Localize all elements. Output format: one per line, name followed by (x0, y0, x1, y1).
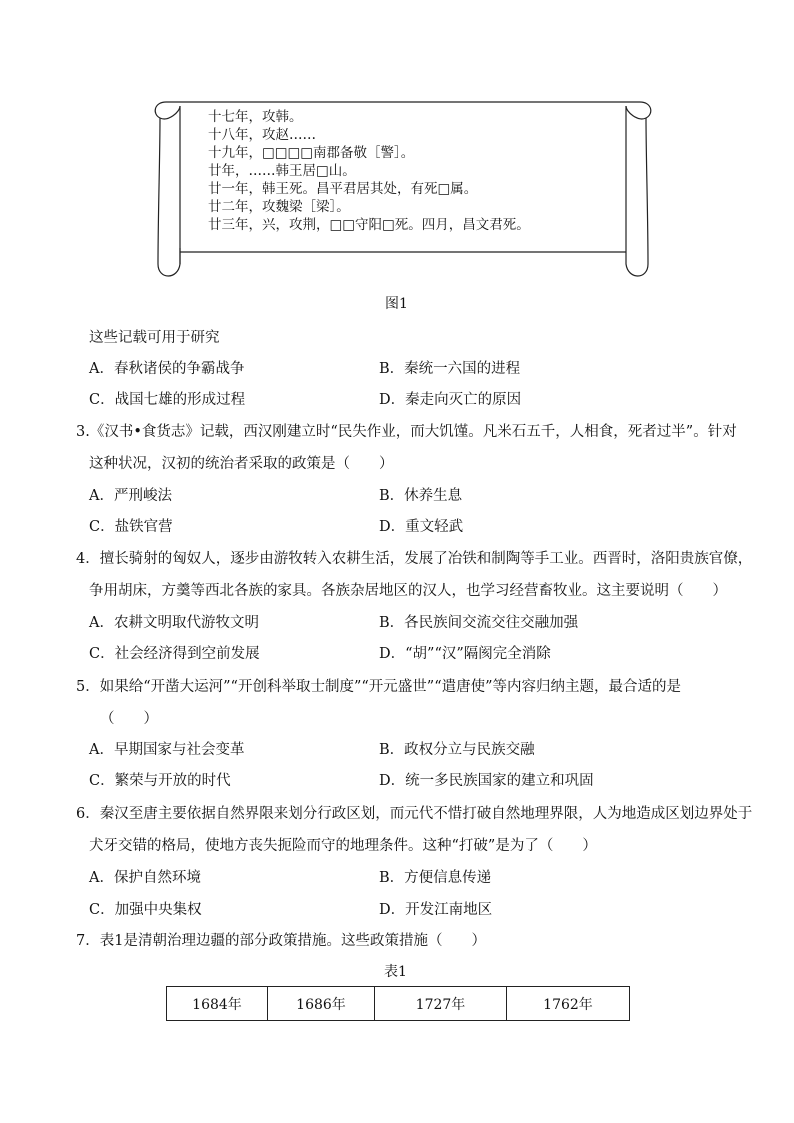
question-stem: 7．表1是清朝治理边疆的部分政策措施。这些政策措施（ ） (76, 933, 486, 949)
table-header-cell: 1762年 (507, 987, 630, 1021)
option-a[interactable]: A．早期国家与社会变革 (89, 742, 245, 758)
scroll-line: 廿三年，兴，攻荆，□□守阳□死。四月，昌文君死。 (208, 217, 530, 233)
option-a[interactable]: A．严刑峻法 (89, 488, 172, 504)
scroll-line: 廿一年，韩王死。昌平君居其处，有死□属。 (208, 181, 478, 197)
option-c[interactable]: C．盐铁官营 (89, 519, 173, 535)
table-header-cell: 1684年 (167, 987, 268, 1021)
option-b[interactable]: B．休养生息 (379, 488, 463, 504)
option-d[interactable]: D．秦走向灭亡的原因 (379, 392, 522, 408)
option-a[interactable]: A．春秋诸侯的争霸战争 (89, 361, 245, 377)
scroll-line: 廿年，……韩王居□山。 (208, 163, 356, 179)
option-c[interactable]: C．战国七雄的形成过程 (89, 392, 246, 408)
option-d[interactable]: D．统一多民族国家的建立和巩固 (379, 773, 594, 789)
question-stem-cont: 这种状况，汉初的统治者采取的政策是（ ） (89, 456, 394, 472)
policy-table (166, 986, 630, 1021)
table-caption: 表1 (384, 964, 407, 980)
question-stem-cont: （ ） (100, 711, 158, 727)
option-a[interactable]: A．农耕文明取代游牧文明 (89, 615, 259, 631)
option-d[interactable]: D．“胡”“汉”隔阂完全消除 (379, 646, 551, 662)
scroll-line: 十七年，攻韩。 (208, 109, 303, 125)
option-d[interactable]: D．重文轻武 (379, 519, 464, 535)
question-stem: 4．擅长骑射的匈奴人，逐步由游牧转入农耕生活，发展了冶铁和制陶等手工业。西晋时，洛阳贵族官僚， (76, 551, 753, 567)
option-b[interactable]: B．方便信息传递 (379, 870, 492, 886)
table-header-row (167, 987, 630, 1021)
option-a[interactable]: A．保护自然环境 (89, 870, 201, 886)
option-b[interactable]: B．秦统一六国的进程 (379, 361, 521, 377)
option-c[interactable]: C．社会经济得到空前发展 (89, 646, 260, 662)
table-header-cell: 1727年 (375, 987, 507, 1021)
table-header-cell: 1686年 (268, 987, 375, 1021)
question-stem: 5．如果给“开凿大运河”“开创科举取士制度”“开元盛世”“遣唐使”等内容归纳主题，最合适的是 (76, 679, 682, 695)
scroll-line: 十八年，攻赵…… (208, 127, 316, 143)
option-b[interactable]: B．政权分立与民族交融 (379, 742, 535, 758)
figure-caption: 图1 (385, 296, 408, 312)
question-stem-cont: 争用胡床，方羹等西北各族的家具。各族杂居地区的汉人，也学习经营畜牧业。这主要说明（ ） (89, 583, 727, 599)
scroll-line: 十九年，□□□□南郡备敬［警］。 (208, 145, 415, 161)
question-stem: 6．秦汉至唐主要依据自然界限来划分行政区划，而元代不惜打破自然地理界限，人为地造成区划边界处于 (76, 806, 753, 822)
option-c[interactable]: C．加强中央集权 (89, 902, 202, 918)
option-c[interactable]: C．繁荣与开放的时代 (89, 773, 231, 789)
option-b[interactable]: B．各民族间交流交往交融加强 (379, 615, 579, 631)
question-stem-cont: 犬牙交错的格局，使地方丧失扼险而守的地理条件。这种“打破”是为了（ ） (89, 838, 597, 854)
question-prompt: 这些记载可用于研究 (89, 330, 220, 346)
question-stem: 3.《汉书•食货志》记载，西汉刚建立时“民失作业，而大饥馑。凡米石五千，人相食，死者过半”。针对 (76, 424, 737, 440)
scroll-line: 廿二年，攻魏梁［梁］。 (208, 199, 350, 215)
option-d[interactable]: D．开发江南地区 (379, 902, 493, 918)
